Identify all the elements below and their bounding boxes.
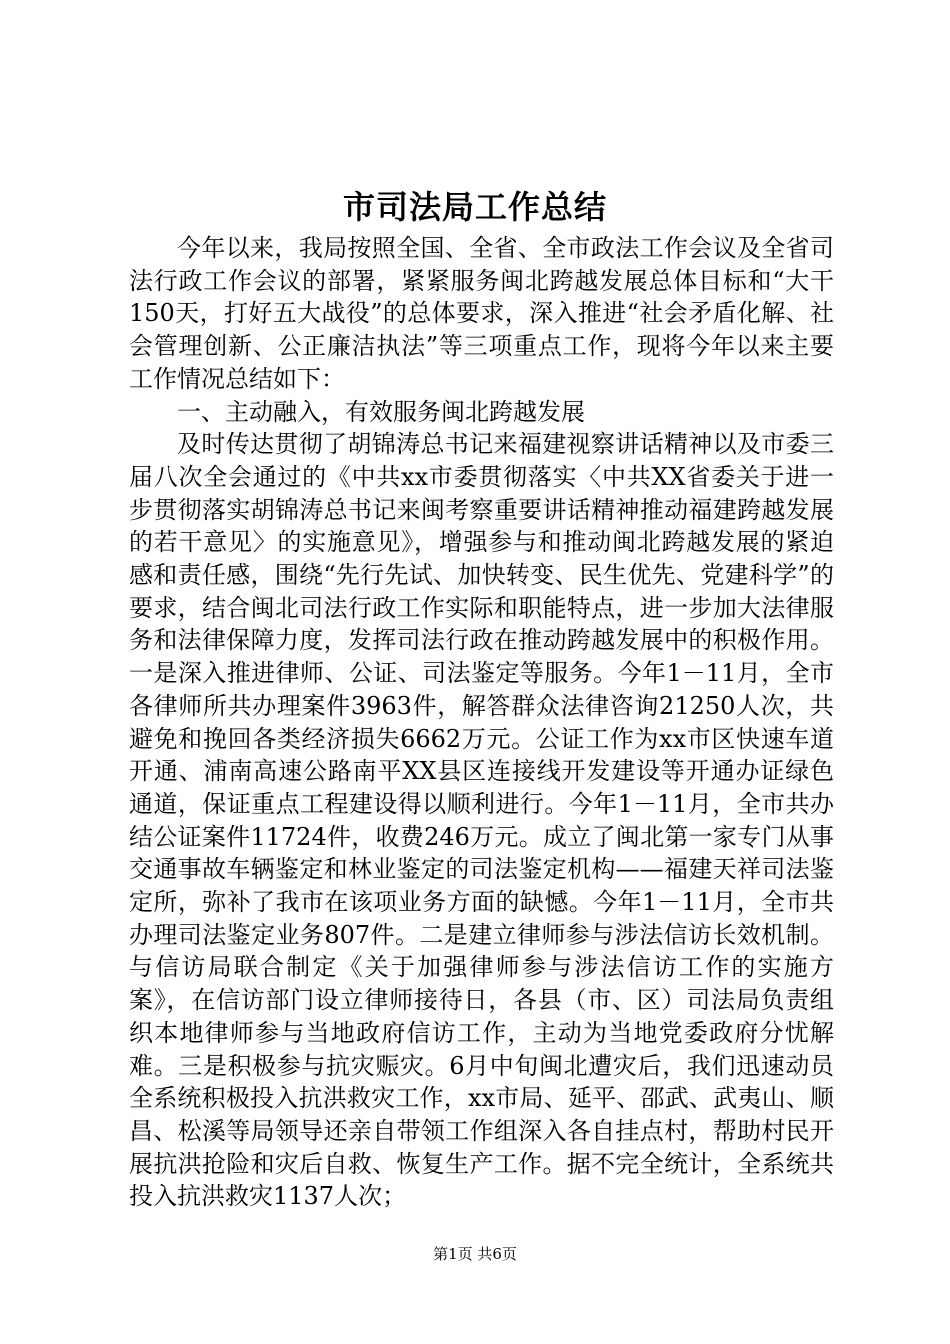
document-body <box>129 232 834 1213</box>
intro-paragraph: 今年以来，我局按照全国、全省、全市政法工作会议及全省司法行政工作会议的部署，紧紧服务闽北跨越发展总体目标和“大干150天，打好五大战役”的总体要求，深入推进“社会矛盾化解、社会管理创新、公正廉洁执法”等三项重点工作，现将今年以来主要工作情况总结如下： <box>129 234 834 393</box>
section-heading: 一、主动融入，有效服务闽北跨越发展 <box>177 397 585 426</box>
document-title: 市司法局工作总结 <box>342 188 607 226</box>
page-footer: 第1页 共6页 <box>433 1245 517 1263</box>
body-paragraph: 及时传达贯彻了胡锦涛总书记来福建视察讲话精神以及市委三届八次全会通过的《中共xx市委贯彻落实〈中共XX省委关于进一步贯彻落实胡锦涛总书记来闽考察重要讲话精神推动福建跨越发展的若干意见〉的实施意见》，增强参与和推动闽北跨越发展的紧迫感和责任感，围绕“先行先试、加快转变、民生优先、党建科学”的要求，结合闽北司法行政工作实际和职能特点，进一步加大法律服务和法律保障力度，发挥司法行政在推动跨越发展中的积极作用。一是深入推进律师、公证、司法鉴定等服务。今年1－11月，全市各律师所共办理案件3963件，解答群众法律咨询21250人次，共避免和挽回各类经济损失6662万元。公证工作为xx市区快速车道开通、浦南高速公路南平XX县区连接线开发建设等开通办证绿色通道，保证重点工程建设得以顺利进行。今年1－11月，全市共办结公证案件11724件，收费246万元。成立了闽北第一家专门从事交通事故车辆鉴定和林业鉴定的司法鉴定机构——福建天祥司法鉴定所，弥补了我市在该项业务方面的缺憾。今年1－11月，全市共办理司法鉴定业务807件。二是建立律师参与涉法信访长效机制。与信访局联合制定《关于加强律师参与涉法信访工作的实施方案》，在信访部门设立律师接待日，各县（市、区）司法局负责组织本地律师参与当地政府信访工作，主动为当地党委政府分忧解难。三是积极参与抗灾赈灾。6月中旬闽北遭灾后，我们迅速动员全系统积极投入抗洪救灾工作，xx市局、延平、邵武、武夷山、顺昌、松溪等局领导还亲自带领工作组深入各自挂点村，帮助村民开展抗洪抢险和灾后自救、恢复生产工作。据不完全统计，全系统共投入抗洪救灾1137人次； <box>129 430 834 1211</box>
